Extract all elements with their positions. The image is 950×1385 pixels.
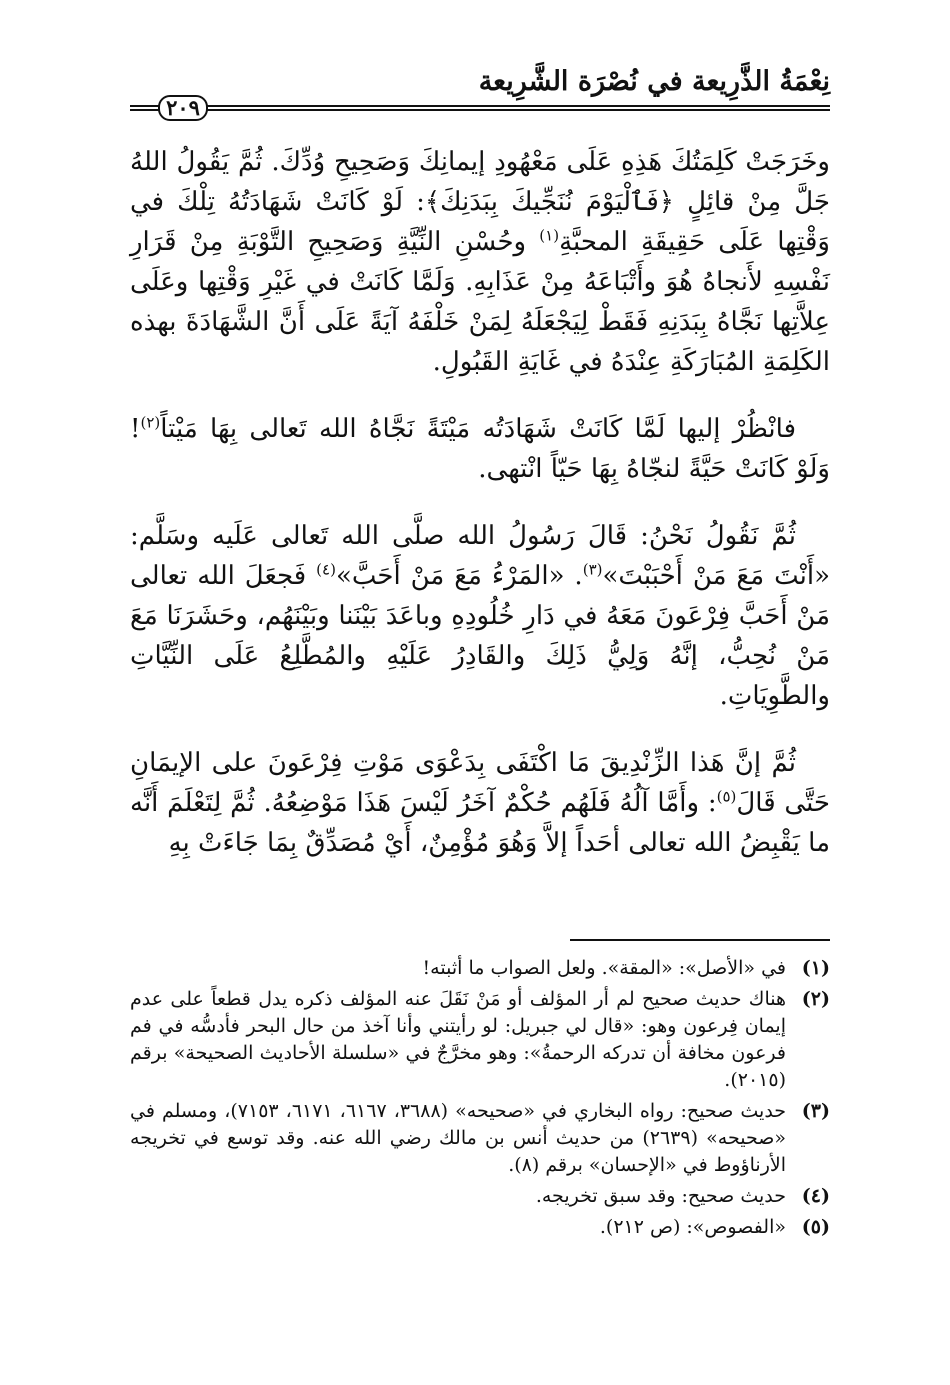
footnote-number: (٢) (801, 988, 830, 1010)
footnote-number: (٥) (801, 1216, 830, 1238)
paragraph-1-tail: وحُسْنِ النِّيَّةِ وَصَحِيحِ التَّوْبَةِ مِنْ قَرَارِ نَفْسِهِ لأَنجاهُ هُوَ وأَتْبَاعَهُ مِنْ عَذَابِهِ. وَلَمَّا كَانَتْ في غَيْرِ وَقْتِها وعَلَى عِلاَّتِها نَجَّاهُ بِبَدَنِهِ فَقَطْ لِيَجْعَلَهُ لِمَنْ خَلْفَهُ آيَةً عَلَى أَنَّ الشَّهَادَةَ بهذه الكَلِمَةِ المُبَارَكَةِ عِنْدَهُ في غَايَةِ القَبُولِ. (130, 227, 830, 377)
paragraph-3-text: ثُمَّ نَقُولُ نَحْنُ: قَالَ رَسُولُ الله صلَّى الله تَعالى عَلَيه وسَلَّم: «أَنْتَ مَعَ مَنْ أَحْبَبْتَ» (130, 521, 831, 591)
footnote-ref-1[interactable]: (١) (539, 226, 560, 245)
footnote-2 (130, 986, 830, 1094)
footnote-4 (130, 1183, 830, 1210)
footnote-ref-5[interactable]: (٥) (716, 787, 737, 806)
paragraph-4-text: ثُمَّ إنَّ هَذا الزِّنْدِيقَ مَا اكْتَفَى بِدَعْوَى مَوْتِ فِرْعَونَ على الإيمَانِ حَتَّى قَالَ (130, 748, 830, 818)
footnotes (130, 955, 830, 1245)
book-title: نِعْمَةُ الذَّرِيعة في نُصْرَة الشَّرِيعة (478, 66, 830, 97)
paragraph-4-tail: : وأَمَّا آلُهُ فَلَهُم حُكْمٌ آخَرُ لَيْسَ هَذَا مَوْضِعُهُ. ثُمَّ لِتَعْلَمَ أَنَّه ما يَقْبِضُ الله تعالى أحَداً إلاَّ وَهُوَ مُؤْمِنٌ، أَيْ مُصَدِّقٌ بِمَا جَاءَتْ بِهِ (130, 788, 830, 858)
page-number: ٢٠٩ (158, 95, 208, 121)
paragraph-3-tail: فَجعَلَ الله تعالى مَنْ أَحَبَّ فِرْعَونَ مَعَهُ في دَارِ خُلُودِهِ وباعَدَ بَيْنَنا وبَيْنَهُم، وحَشَرَنَا مَعَ مَنْ نُحِبُّ، إنَّهُ وَلِيُّ ذَلِكَ والقَادِرُ عَلَيْهِ والمُطَّلِعُ عَلَى النِّيَّاتِ والطَّوِيَاتِ. (130, 561, 830, 711)
page-number-badge (140, 97, 226, 119)
footnote-text: «الفصوص»: (ص ٢١٢). (599, 1216, 786, 1238)
running-header (130, 60, 830, 120)
footnote-text: هناك حديث صحيح لم أر المؤلف أو مَنْ نَقَلَ عنه المؤلف ذكره يدل قطعاً على عدم إيمان فِرعون وهو: «قال لي جبريل: لو رأيتني وأنا آخذ من حال البحر فأدسُّه في فم فرعون مخافة أن تدركه الرحمةُ»: وهو مخرَّجٌ في «سلسلة الأحاديث الصحيحة» برقم (٢٠١٥). (130, 988, 786, 1091)
header-rule (130, 100, 830, 116)
paragraph-1 (130, 142, 830, 382)
footnote-number: (٤) (801, 1185, 830, 1207)
paragraph-2-tail: ! وَلَوْ كَانَتْ حَيَّةً لنجّاهُ بِهَا حَيّاً انْتهى. (130, 414, 830, 484)
footnote-number: (١) (801, 957, 830, 979)
paragraph-2 (130, 409, 830, 489)
footnote-number: (٣) (801, 1100, 830, 1122)
main-text (130, 142, 830, 863)
footnote-ref-2[interactable]: (٢) (140, 413, 161, 432)
footnote-text: حديث صحيح: وقد سبق تخريجه. (535, 1185, 786, 1207)
paragraph-2-text: فانْظُرْ إليها لَمَّا كَانَتْ شَهَادَتُه مَيْتَةً نَجَّاهُ الله تَعالى بِهَا مَيْتاً (160, 414, 796, 444)
paragraph-3-mid: . «المَرْءُ مَعَ مَنْ أَحَبَّ» (335, 561, 583, 591)
footnote-text: حديث صحيح: رواه البخاري في «صحيحه» (٣٦٨٨، ٦١٦٧، ٦١٧١، ٧١٥٣)، ومسلم في «صحيحه» (٢٦٣٩) من حديث أنس بن مالك رضي الله عنه. وقد توسع في تخريجه الأرناؤوط في «الإحسان» برقم (٨). (130, 1100, 787, 1176)
footnote-text: في «الأصل»: «المقة». ولعل الصواب ما أثبته! (422, 957, 786, 979)
footnote-ref-3[interactable]: (٣) (582, 560, 603, 579)
paragraph-1-text: وخَرَجَتْ كَلِمَتُكَ هَذِهِ عَلَى مَعْهُودِ إيمانِكَ وَصَحِيحِ وُدِّكَ. ثُمَّ يَقُولُ اللهُ جَلَّ مِنْ قائِلٍ ﴿فَٱلْيَوْمَ نُنَجِّيكَ بِبَدَنِكَ﴾: لَوْ كَانَتْ شَهَادَتُهُ تِلْكَ في وَقْتِها عَلَى حَقِيقَةِ المحبَّةِ (130, 147, 830, 257)
paragraph-3 (130, 516, 830, 716)
paragraph-4 (130, 743, 830, 863)
footnote-ref-4[interactable]: (٤) (316, 560, 336, 579)
footnote-1 (130, 955, 830, 982)
footnote-separator (570, 939, 830, 941)
footnote-5 (130, 1214, 830, 1241)
footnote-3 (130, 1098, 830, 1179)
